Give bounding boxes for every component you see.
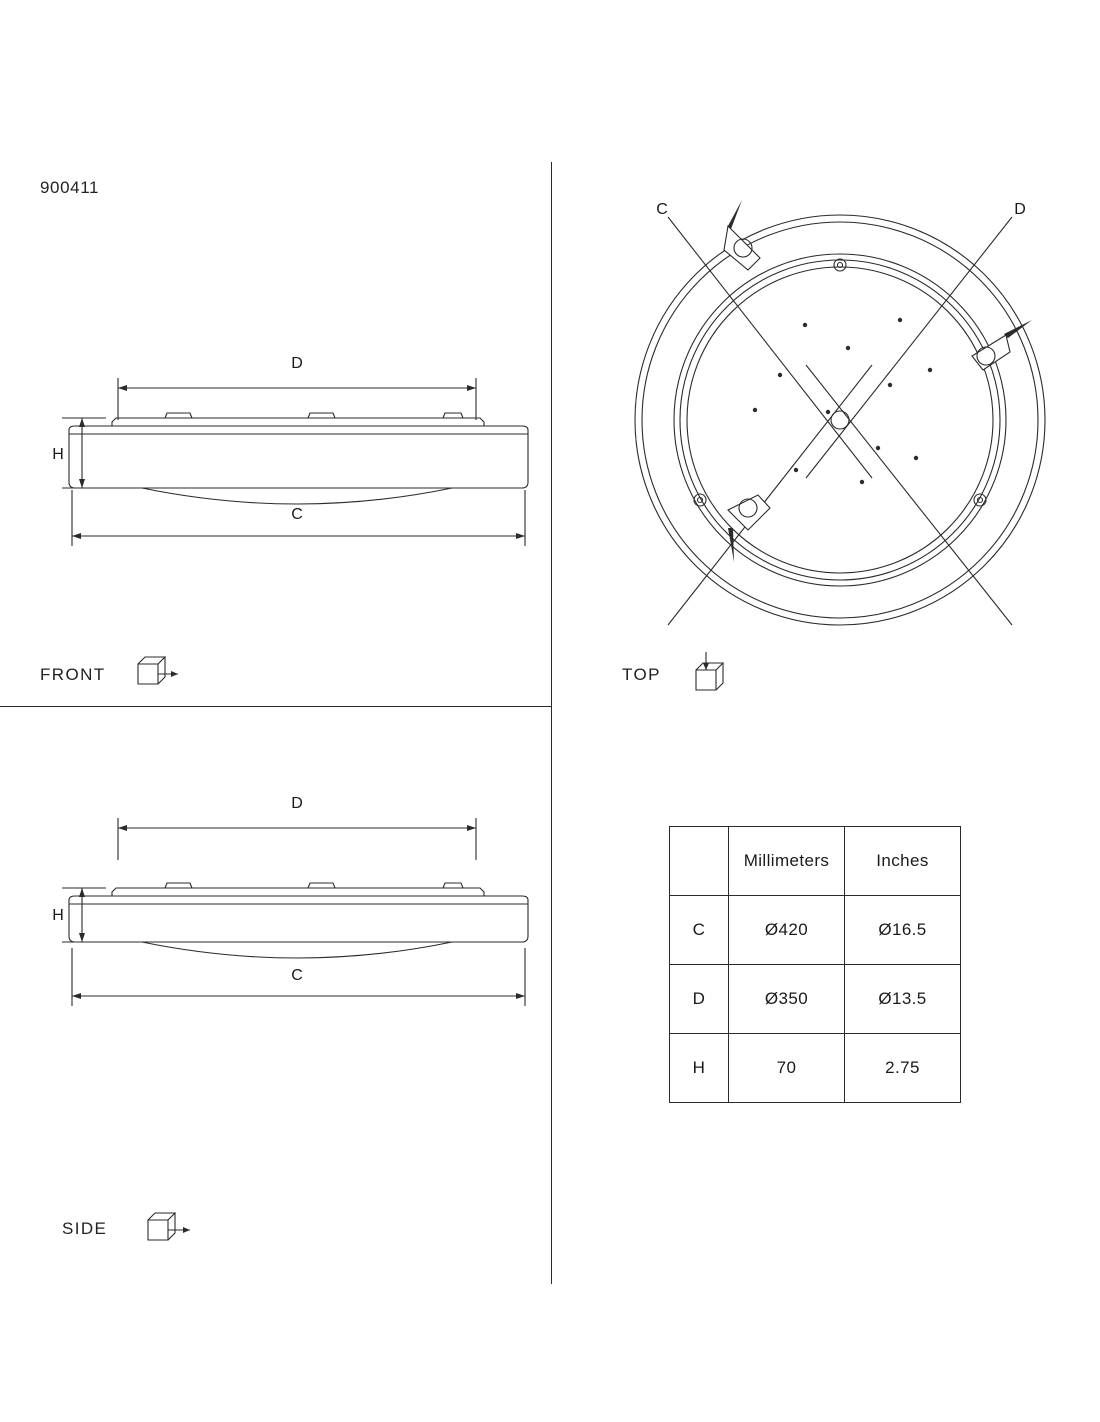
front-view-label: FRONT bbox=[40, 665, 106, 684]
dimensions-table bbox=[669, 826, 961, 1103]
front-dim-h-label: H bbox=[52, 446, 64, 463]
table-header-inches: Inches bbox=[845, 827, 961, 896]
cube-front-icon bbox=[132, 650, 186, 696]
row-d-millimeters: Ø350 bbox=[729, 965, 845, 1034]
top-callout-c-label: C bbox=[656, 201, 668, 218]
table-header bbox=[670, 827, 961, 896]
table-row bbox=[670, 965, 961, 1034]
part-number: 900411 bbox=[40, 178, 100, 197]
row-d-inches: Ø13.5 bbox=[845, 965, 961, 1034]
top-callout-d-label: D bbox=[1014, 201, 1026, 218]
front-dim-c-label: C bbox=[291, 506, 303, 523]
front-view-drawing bbox=[20, 330, 550, 620]
top-view-label: TOP bbox=[622, 665, 661, 684]
side-view-label: SIDE bbox=[62, 1219, 108, 1238]
side-dim-h-label: H bbox=[52, 907, 64, 924]
row-id-h: H bbox=[670, 1034, 729, 1103]
table-row bbox=[670, 1034, 961, 1103]
cube-top-icon bbox=[688, 650, 734, 704]
front-dim-d-label: D bbox=[291, 355, 303, 372]
cube-side-icon bbox=[142, 1206, 196, 1252]
side-dim-c-label: C bbox=[291, 967, 303, 984]
table-header-millimeters: Millimeters bbox=[729, 827, 845, 896]
row-c-millimeters: Ø420 bbox=[729, 896, 845, 965]
horizontal-divider bbox=[0, 706, 551, 707]
row-c-inches: Ø16.5 bbox=[845, 896, 961, 965]
table-body bbox=[670, 896, 961, 1103]
side-view-drawing bbox=[20, 790, 550, 1080]
table-header-row bbox=[670, 827, 961, 896]
row-h-millimeters: 70 bbox=[729, 1034, 845, 1103]
table-corner-cell bbox=[670, 827, 729, 896]
vertical-divider bbox=[551, 162, 552, 1284]
top-view-drawing bbox=[600, 170, 1080, 650]
table-row bbox=[670, 896, 961, 965]
row-h-inches: 2.75 bbox=[845, 1034, 961, 1103]
row-id-d: D bbox=[670, 965, 729, 1034]
row-id-c: C bbox=[670, 896, 729, 965]
side-dim-d-label: D bbox=[291, 795, 303, 812]
